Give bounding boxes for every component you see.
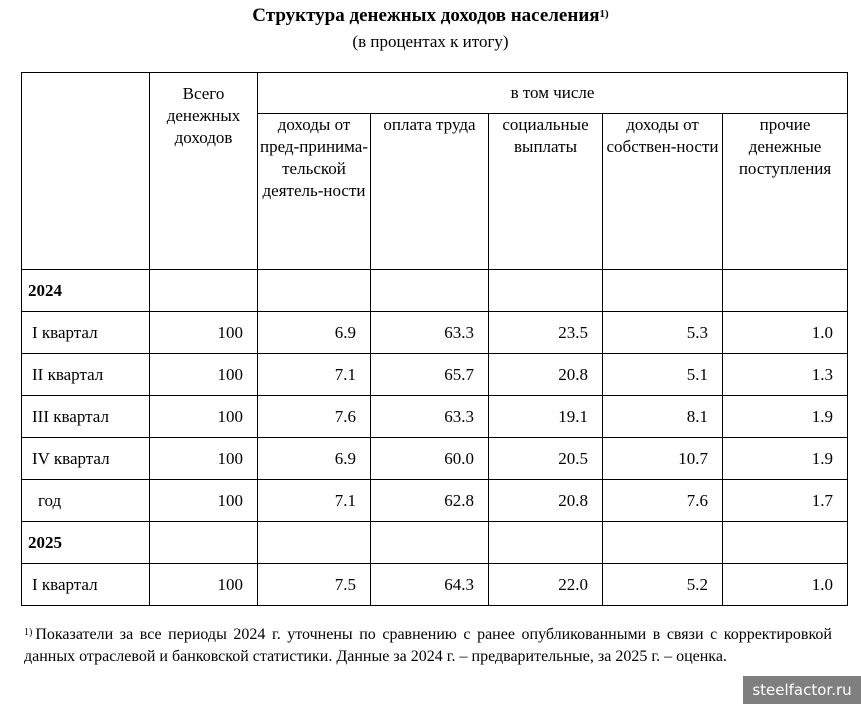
year-label: 2025 bbox=[22, 522, 150, 564]
value-cell: 63.3 bbox=[371, 396, 489, 438]
header-total-income: Всего денежных доходов bbox=[150, 73, 258, 270]
value-cell: 19.1 bbox=[489, 396, 603, 438]
value-cell: 1.9 bbox=[723, 438, 848, 480]
value-cell: 100 bbox=[150, 480, 258, 522]
value-cell: 62.8 bbox=[371, 480, 489, 522]
value-cell: 6.9 bbox=[258, 438, 371, 480]
site-watermark: steelfactor.ru bbox=[743, 676, 861, 704]
value-cell: 5.1 bbox=[603, 354, 723, 396]
empty-cell bbox=[371, 270, 489, 312]
value-cell: 63.3 bbox=[371, 312, 489, 354]
empty-cell bbox=[723, 522, 848, 564]
title-text: Структура денежных доходов населения bbox=[252, 5, 600, 26]
value-cell: 100 bbox=[150, 354, 258, 396]
value-cell: 7.1 bbox=[258, 354, 371, 396]
table-body bbox=[22, 270, 848, 606]
empty-cell bbox=[603, 270, 723, 312]
empty-cell bbox=[489, 522, 603, 564]
income-structure-table bbox=[21, 72, 848, 606]
value-cell: 100 bbox=[150, 564, 258, 606]
row-label: I квартал bbox=[22, 312, 150, 354]
value-cell: 1.3 bbox=[723, 354, 848, 396]
row-label: год bbox=[22, 480, 150, 522]
value-cell: 64.3 bbox=[371, 564, 489, 606]
empty-cell bbox=[258, 522, 371, 564]
table-row bbox=[22, 354, 848, 396]
header-empty-cell bbox=[22, 73, 150, 270]
year-row bbox=[22, 522, 848, 564]
empty-cell bbox=[489, 270, 603, 312]
value-cell: 7.6 bbox=[258, 396, 371, 438]
value-cell: 60.0 bbox=[371, 438, 489, 480]
value-cell: 1.7 bbox=[723, 480, 848, 522]
value-cell: 7.1 bbox=[258, 480, 371, 522]
value-cell: 1.0 bbox=[723, 564, 848, 606]
value-cell: 100 bbox=[150, 438, 258, 480]
value-cell: 65.7 bbox=[371, 354, 489, 396]
header-group-including: в том числе bbox=[258, 73, 848, 114]
empty-cell bbox=[371, 522, 489, 564]
value-cell: 20.5 bbox=[489, 438, 603, 480]
year-label: 2024 bbox=[22, 270, 150, 312]
value-cell: 1.0 bbox=[723, 312, 848, 354]
header-other-income: прочие денежные поступления bbox=[723, 114, 848, 270]
value-cell: 10.7 bbox=[603, 438, 723, 480]
value-cell: 100 bbox=[150, 312, 258, 354]
header-business-income: доходы от пред-принима-тельской деятель-ности bbox=[258, 114, 371, 270]
empty-cell bbox=[150, 522, 258, 564]
value-cell: 20.8 bbox=[489, 480, 603, 522]
header-social-payments: социальные выплаты bbox=[489, 114, 603, 270]
value-cell: 20.8 bbox=[489, 354, 603, 396]
value-cell: 22.0 bbox=[489, 564, 603, 606]
row-label: IV квартал bbox=[22, 438, 150, 480]
value-cell: 1.9 bbox=[723, 396, 848, 438]
footnote-mark: 1) bbox=[24, 627, 33, 638]
table-row bbox=[22, 312, 848, 354]
empty-cell bbox=[258, 270, 371, 312]
page-subtitle: (в процентах к итогу) bbox=[352, 32, 509, 51]
value-cell: 5.2 bbox=[603, 564, 723, 606]
row-label: I квартал bbox=[22, 564, 150, 606]
row-label: III квартал bbox=[22, 396, 150, 438]
value-cell: 5.3 bbox=[603, 312, 723, 354]
empty-cell bbox=[150, 270, 258, 312]
footnote-text: Показатели за все периоды 2024 г. уточнены по сравнению с ранее опубликованными в связи с корректировкой данных отраслевой и банковской статистики. Данные за 2024 г. – предварительные, за 2025 г. – оценка. bbox=[24, 626, 832, 665]
value-cell: 8.1 bbox=[603, 396, 723, 438]
value-cell: 7.6 bbox=[603, 480, 723, 522]
value-cell: 100 bbox=[150, 396, 258, 438]
value-cell: 6.9 bbox=[258, 312, 371, 354]
year-row bbox=[22, 270, 848, 312]
empty-cell bbox=[723, 270, 848, 312]
table-row bbox=[22, 396, 848, 438]
header-property-income: доходы от собствен-ности bbox=[603, 114, 723, 270]
header-wages: оплата труда bbox=[371, 114, 489, 270]
empty-cell bbox=[603, 522, 723, 564]
row-label: II квартал bbox=[22, 354, 150, 396]
value-cell: 7.5 bbox=[258, 564, 371, 606]
page-title bbox=[0, 4, 861, 28]
title-footnote-mark: 1) bbox=[599, 8, 609, 20]
footnote bbox=[24, 624, 832, 668]
value-cell: 23.5 bbox=[489, 312, 603, 354]
table-row bbox=[22, 480, 848, 522]
table-row bbox=[22, 438, 848, 480]
table-row bbox=[22, 564, 848, 606]
